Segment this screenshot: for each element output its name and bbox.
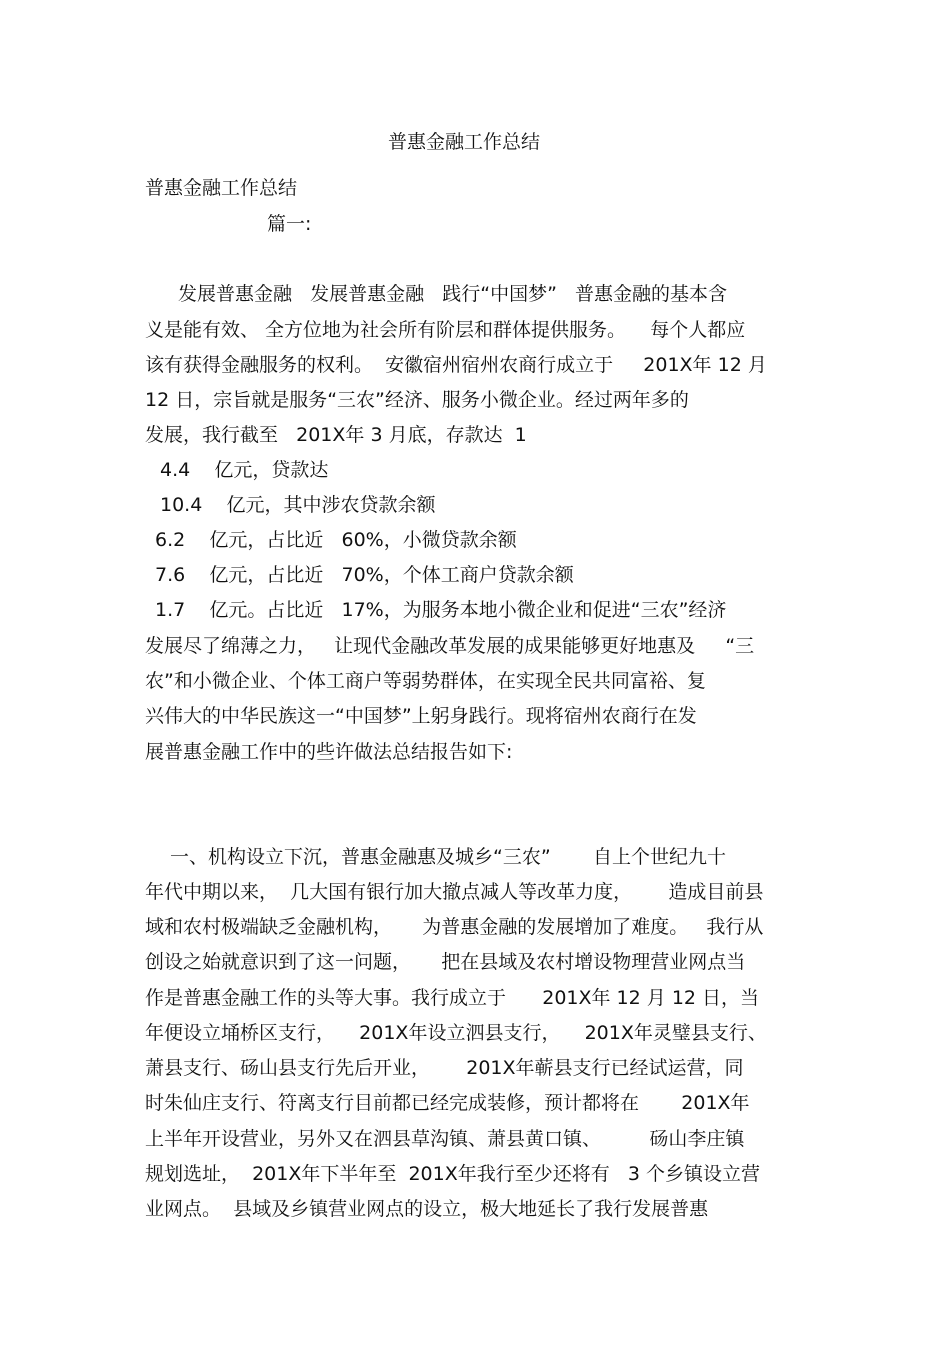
- body-line: 12 日，宗旨就是服务“三农”经济、服务小微企业。经过两年多的: [145, 389, 689, 411]
- body-line: 年便设立埇桥区支行， 201X年设立泗县支行， 201X年灵璧县支行、: [145, 1022, 767, 1044]
- body-line: 域和农村极端缺乏金融机构， 为普惠金融的发展增加了难度。 我行从: [145, 916, 764, 938]
- body-line: 时朱仙庄支行、符离支行目前都已经完成装修，预计都将在 201X年: [145, 1092, 750, 1114]
- body-line: 6.2 亿元，占比近 60%，小微贷款余额: [155, 529, 517, 551]
- body-line: 萧县支行、砀山县支行先后开业， 201X年蕲县支行已经试运营，同: [145, 1057, 744, 1079]
- body-line: 发展，我行截至 201X年 3 月底，存款达 1: [145, 424, 527, 446]
- body-line: 作是普惠金融工作的头等大事。我行成立于 201X年 12 月 12 日，当: [145, 987, 760, 1009]
- body-line: 该有获得金融服务的权利。 安徽宿州宿州农商行成立于 201X年 12 月: [145, 354, 767, 376]
- section-label: 篇一:: [267, 213, 312, 235]
- body-line: 7.6 亿元，占比近 70%，个体工商户贷款余额: [155, 564, 574, 586]
- body-line: 创设之始就意识到了这一问题， 把在县域及农村增设物理营业网点当: [145, 951, 746, 973]
- body-line: 农”和小微企业、个体工商户等弱势群体，在实现全民共同富裕、复: [145, 670, 706, 692]
- document-subtitle: 普惠金融工作总结: [145, 177, 298, 199]
- body-line: 一、机构设立下沉，普惠金融惠及城乡“三农” 自上个世纪九十: [170, 846, 726, 868]
- body-line: 上半年开设营业，另外又在泗县草沟镇、萧县黄口镇、 砀山李庄镇: [145, 1128, 745, 1150]
- body-line: 兴伟大的中华民族这一“中国梦”上躬身践行。现将宿州农商行在发: [145, 705, 697, 727]
- body-line: 4.4 亿元，贷款达: [160, 459, 329, 481]
- body-line: 发展普惠金融 发展普惠金融 践行“中国梦” 普惠金融的基本含: [178, 283, 728, 305]
- body-line: 10.4 亿元，其中涉农贷款余额: [160, 494, 436, 516]
- body-line: 展普惠金融工作中的些许做法总结报告如下:: [145, 741, 513, 763]
- body-line: 发展尽了绵薄之力， 让现代金融改革发展的成果能够更好地惠及 “三: [145, 635, 755, 657]
- body-line: 1.7 亿元。占比近 17%，为服务本地小微企业和促进“三农”经济: [155, 599, 727, 621]
- body-line: 业网点。 县域及乡镇营业网点的设立，极大地延长了我行发展普惠: [145, 1198, 709, 1220]
- body-line: 年代中期以来， 几大国有银行加大撤点减人等改革力度， 造成目前县: [145, 881, 764, 903]
- body-line: 规划选址， 201X年下半年至 201X年我行至少还将有 3 个乡镇设立营: [145, 1163, 760, 1185]
- body-line: 义是能有效、 全方位地为社会所有阶层和群体提供服务。 每个人都应: [145, 319, 746, 341]
- document-title: 普惠金融工作总结: [388, 131, 541, 153]
